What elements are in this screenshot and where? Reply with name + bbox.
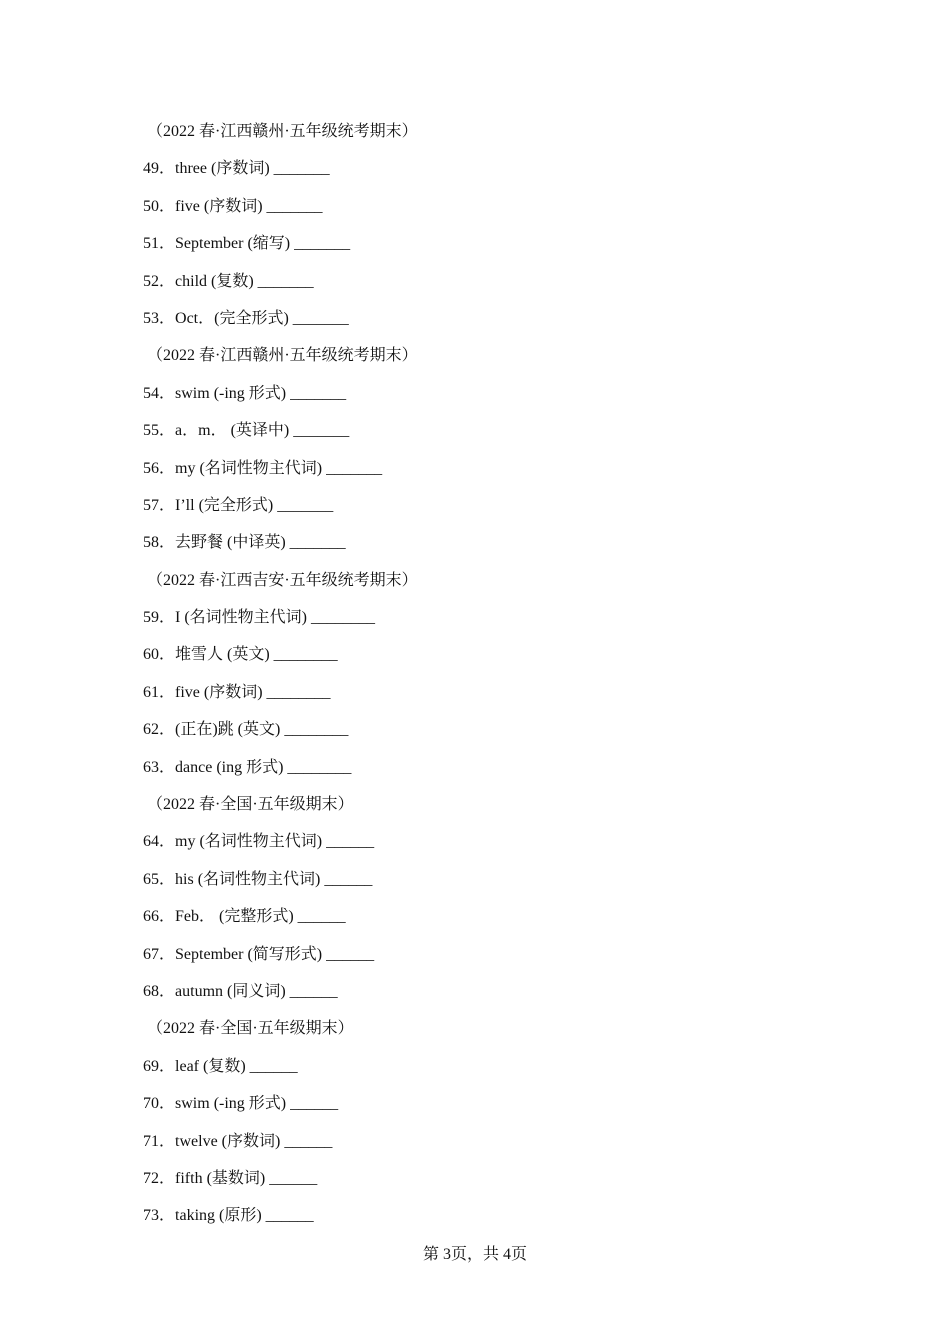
question-51 [143,225,863,262]
question-text: child (复数) _______ [175,272,314,290]
question-55 [143,412,863,449]
question-text: swim (-ing 形式) ______ [175,1095,339,1113]
question-text: 去野餐 (中译英) _______ [175,534,346,552]
question-58 [143,524,863,561]
question-text: Feb． (完整形式) ______ [175,908,346,926]
question-number: 70． [143,1095,176,1113]
question-text: I’ll (完全形式) _______ [175,496,334,514]
question-text: five (序数词) ________ [175,683,331,701]
question-63 [143,749,863,786]
section-header: （2022 春·江西赣州·五年级统考期末） [147,123,418,140]
question-59 [143,599,863,636]
question-67 [143,936,863,973]
question-text: twelve (序数词) ______ [175,1132,333,1150]
question-57 [143,487,863,524]
question-number: 53． [143,309,176,327]
question-text: dance (ing 形式) ________ [175,758,352,776]
question-61 [143,674,863,711]
question-number: 58． [143,534,176,552]
question-number: 66． [143,908,176,926]
page-footer: 第 3页，共 4页 [422,1246,527,1263]
section-header: （2022 春·全国·五年级期末） [147,1020,354,1038]
question-73 [143,1197,863,1234]
question-number: 60． [143,646,176,664]
question-number: 63． [143,758,176,776]
section-header: （2022 春·江西赣州·五年级统考期末） [147,347,418,365]
question-number: 67． [143,945,176,963]
question-text: three (序数词) _______ [175,160,330,178]
question-number: 68． [143,982,176,1000]
question-number: 57． [143,496,176,514]
question-text: leaf (复数) ______ [175,1057,298,1075]
question-text: September (简写形式) ______ [175,945,375,963]
question-list [143,113,863,1235]
question-52 [143,263,863,300]
question-text: September (缩写) _______ [175,235,351,253]
question-number: 69． [143,1057,176,1075]
question-number: 59． [143,609,176,627]
question-number: 73． [143,1207,176,1225]
question-text: a．m． (英译中) _______ [175,422,350,440]
question-number: 72． [143,1169,176,1187]
question-71 [143,1123,863,1160]
question-68 [143,973,863,1010]
question-text: five (序数词) _______ [175,197,323,215]
question-text: Oct．(完全形式) _______ [175,309,349,327]
question-number: 51． [143,235,176,253]
question-number: 64． [143,833,176,851]
question-text: taking (原形) ______ [175,1207,314,1225]
question-70 [143,1085,863,1122]
question-number: 52． [143,272,176,290]
question-text: (正在)跳 (英文) ________ [175,721,349,739]
question-64 [143,823,863,860]
question-number: 55． [143,422,176,440]
question-number: 65． [143,870,176,888]
question-number: 62． [143,721,176,739]
question-65 [143,861,863,898]
section-header: （2022 春·江西吉安·五年级统考期末） [147,571,418,589]
question-text: his (名词性物主代词) ______ [175,870,373,888]
question-50 [143,188,863,225]
question-text: fifth (基数词) ______ [175,1169,318,1187]
question-62 [143,711,863,748]
question-number: 50． [143,197,176,215]
question-text: my (名词性物主代词) _______ [175,459,383,477]
question-49 [143,150,863,187]
question-69 [143,1048,863,1085]
question-number: 56． [143,459,176,477]
question-53 [143,300,863,337]
question-60 [143,636,863,673]
question-number: 49． [143,160,176,178]
question-text: autumn (同义词) ______ [175,982,338,1000]
question-text: my (名词性物主代词) ______ [175,833,375,851]
question-text: swim (-ing 形式) _______ [175,384,347,402]
question-text: I (名词性物主代词) ________ [175,609,376,627]
question-number: 71． [143,1132,176,1150]
question-56 [143,450,863,487]
question-number: 54． [143,384,176,402]
question-66 [143,898,863,935]
section-header: （2022 春·全国·五年级期末） [147,796,354,814]
question-54 [143,375,863,412]
question-text: 堆雪人 (英文) ________ [175,646,338,664]
question-72 [143,1160,863,1197]
question-number: 61． [143,683,176,701]
